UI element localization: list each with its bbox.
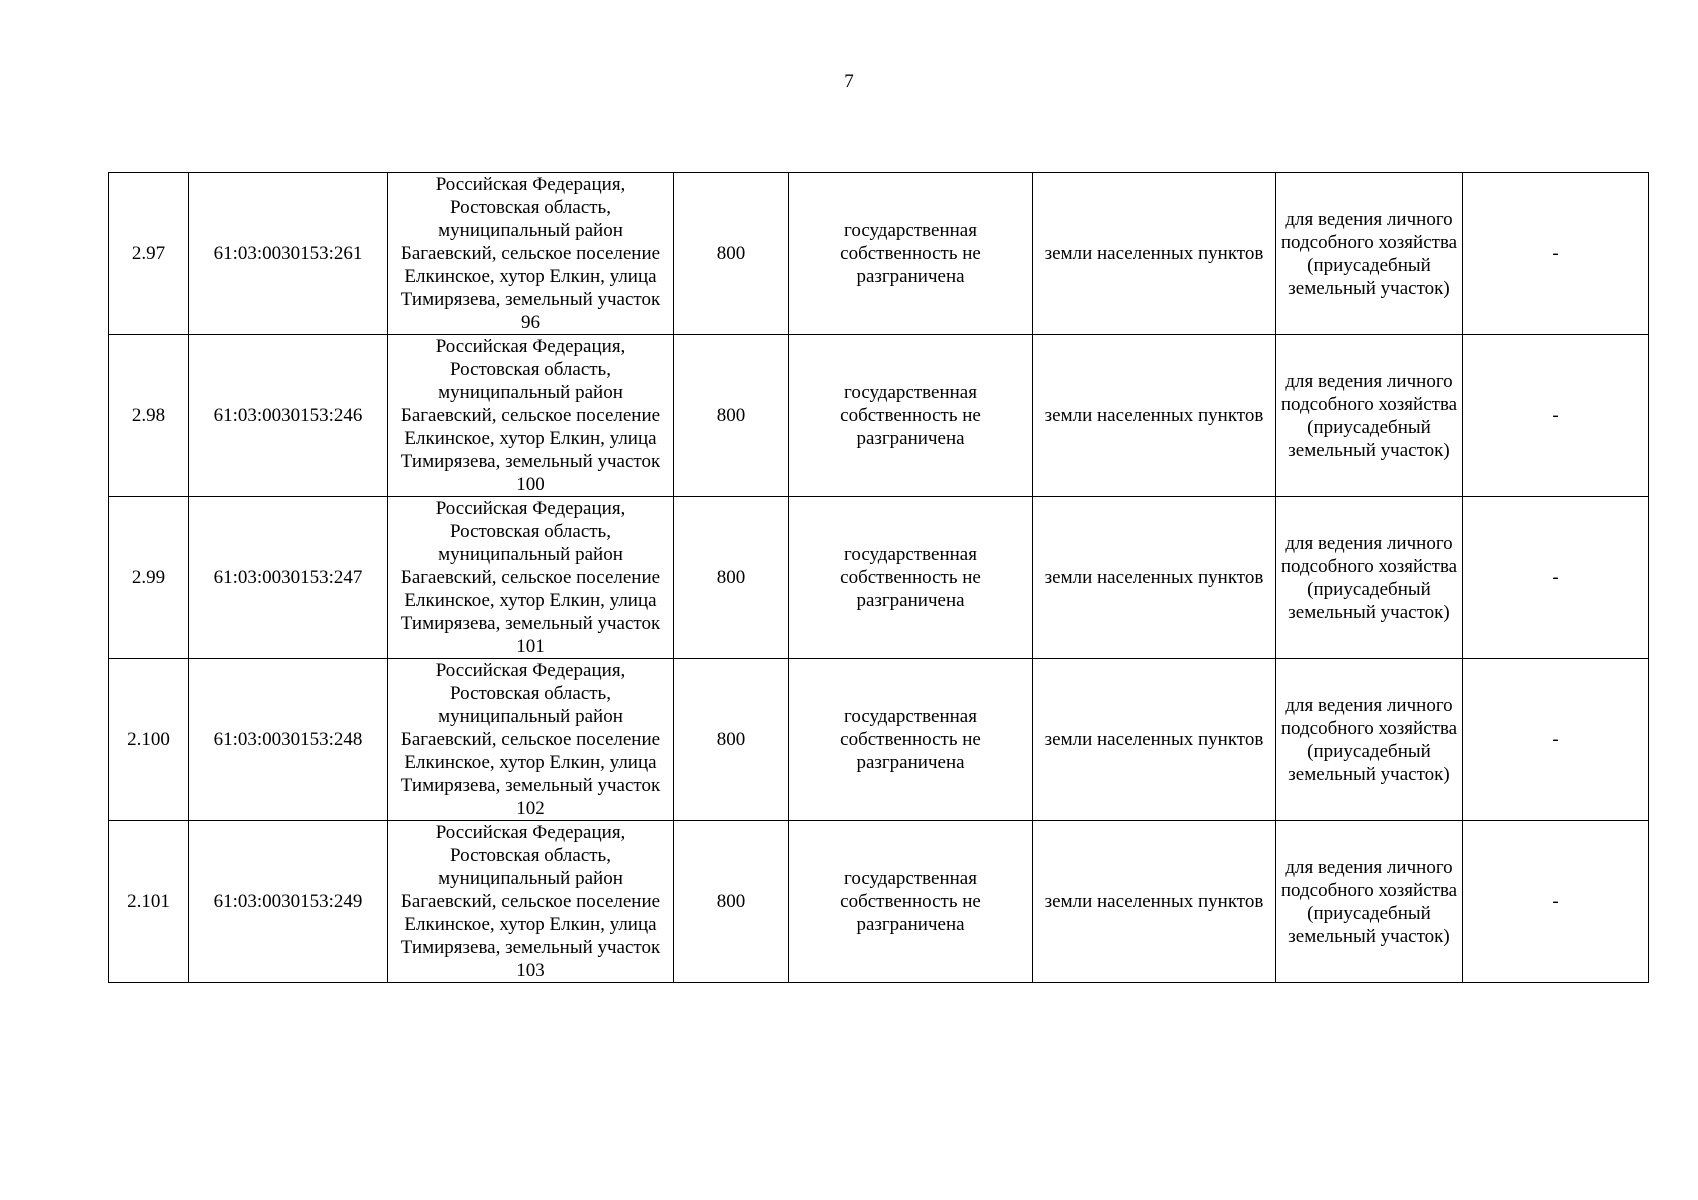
area-cell: 800 <box>674 335 789 497</box>
permitted-use-cell: для ведения личного подсобного хозяйства (приусадебный земельный участок) <box>1276 659 1463 821</box>
permitted-use-cell: для ведения личного подсобного хозяйства (приусадебный земельный участок) <box>1276 821 1463 983</box>
ownership-cell: государственная собственность не разграничена <box>789 659 1033 821</box>
table-row <box>109 173 1649 335</box>
permitted-use-cell: для ведения личного подсобного хозяйства (приусадебный земельный участок) <box>1276 173 1463 335</box>
address-cell: Российская Федерация, Ростовская область, муниципальный район Багаевский, сельское поселение Елкинское, хутор Елкин, улица Тимирязева, земельный участок 102 <box>388 659 674 821</box>
note-cell: - <box>1463 821 1649 983</box>
land-category-cell: земли населенных пунктов <box>1033 173 1276 335</box>
row-number-cell: 2.97 <box>109 173 189 335</box>
area-cell: 800 <box>674 173 789 335</box>
address-cell: Российская Федерация, Ростовская область, муниципальный район Багаевский, сельское поселение Елкинское, хутор Елкин, улица Тимирязева, земельный участок 101 <box>388 497 674 659</box>
cadastral-number-cell: 61:03:0030153:261 <box>189 173 388 335</box>
area-cell: 800 <box>674 659 789 821</box>
table-row <box>109 659 1649 821</box>
land-category-cell: земли населенных пунктов <box>1033 335 1276 497</box>
cadastral-number-cell: 61:03:0030153:249 <box>189 821 388 983</box>
ownership-cell: государственная собственность не разграничена <box>789 821 1033 983</box>
table-row <box>109 335 1649 497</box>
note-cell: - <box>1463 659 1649 821</box>
note-cell: - <box>1463 497 1649 659</box>
address-cell: Российская Федерация, Ростовская область, муниципальный район Багаевский, сельское поселение Елкинское, хутор Елкин, улица Тимирязева, земельный участок 100 <box>388 335 674 497</box>
cadastral-number-cell: 61:03:0030153:248 <box>189 659 388 821</box>
address-cell: Российская Федерация, Ростовская область, муниципальный район Багаевский, сельское поселение Елкинское, хутор Елкин, улица Тимирязева, земельный участок 96 <box>388 173 674 335</box>
land-plots-table <box>108 172 1649 983</box>
cadastral-number-cell: 61:03:0030153:247 <box>189 497 388 659</box>
note-cell: - <box>1463 173 1649 335</box>
land-category-cell: земли населенных пунктов <box>1033 497 1276 659</box>
row-number-cell: 2.98 <box>109 335 189 497</box>
permitted-use-cell: для ведения личного подсобного хозяйства (приусадебный земельный участок) <box>1276 497 1463 659</box>
note-cell: - <box>1463 335 1649 497</box>
ownership-cell: государственная собственность не разграничена <box>789 497 1033 659</box>
ownership-cell: государственная собственность не разграничена <box>789 335 1033 497</box>
table-row <box>109 821 1649 983</box>
land-category-cell: земли населенных пунктов <box>1033 659 1276 821</box>
permitted-use-cell: для ведения личного подсобного хозяйства (приусадебный земельный участок) <box>1276 335 1463 497</box>
row-number-cell: 2.101 <box>109 821 189 983</box>
table-row <box>109 497 1649 659</box>
cadastral-number-cell: 61:03:0030153:246 <box>189 335 388 497</box>
row-number-cell: 2.99 <box>109 497 189 659</box>
page-number: 7 <box>844 71 854 92</box>
land-category-cell: земли населенных пунктов <box>1033 821 1276 983</box>
ownership-cell: государственная собственность не разграничена <box>789 173 1033 335</box>
address-cell: Российская Федерация, Ростовская область, муниципальный район Багаевский, сельское поселение Елкинское, хутор Елкин, улица Тимирязева, земельный участок 103 <box>388 821 674 983</box>
area-cell: 800 <box>674 821 789 983</box>
row-number-cell: 2.100 <box>109 659 189 821</box>
area-cell: 800 <box>674 497 789 659</box>
